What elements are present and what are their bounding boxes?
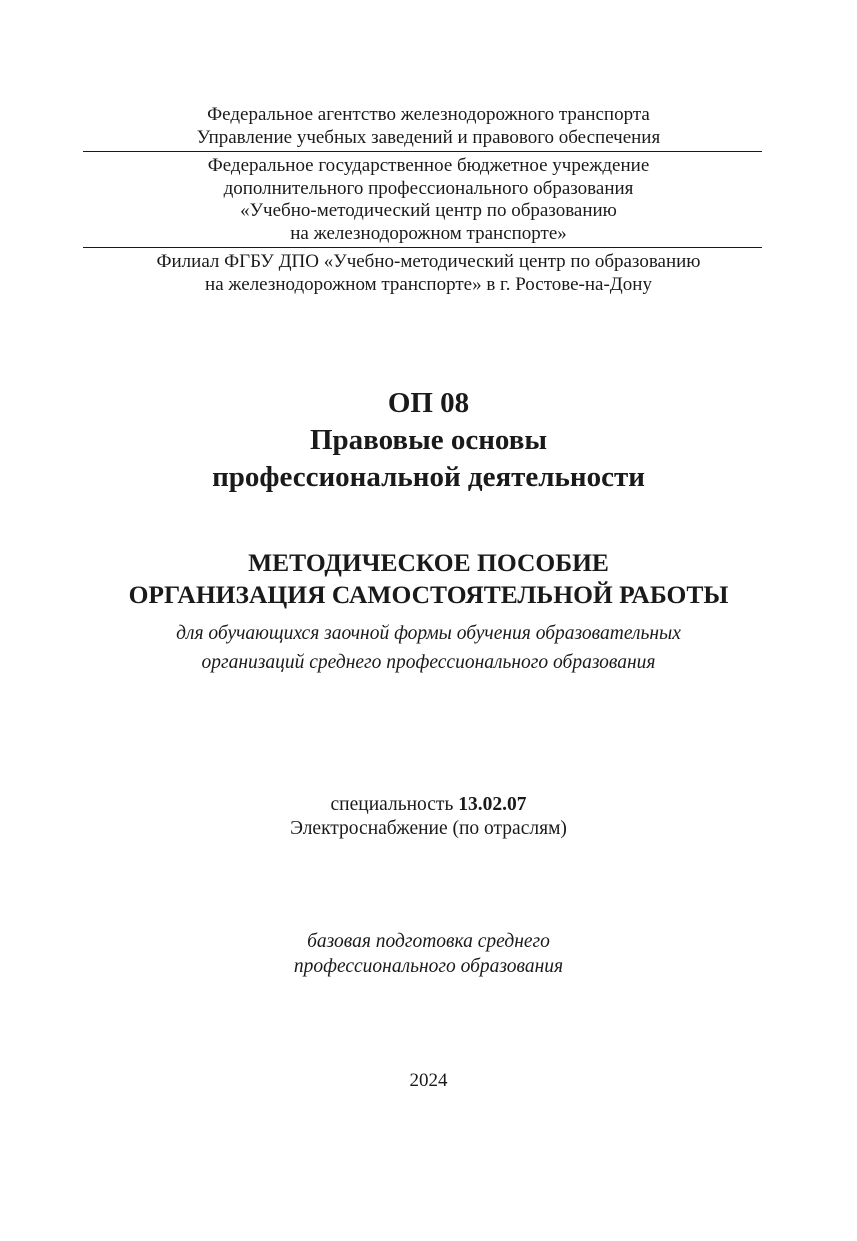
- document-type: [0, 547, 857, 611]
- audience-line: для обучающихся заочной формы обучения образовательных: [176, 623, 681, 644]
- institution-line: дополнительного профессионального образования: [223, 177, 634, 199]
- publication-year: 2024: [409, 1070, 448, 1091]
- discipline-title: [0, 385, 857, 496]
- branch-line: на железнодорожном транспорте» в г. Ростове-на-Дону: [205, 273, 652, 295]
- header-divider: [83, 247, 762, 248]
- audience-line: организаций среднего профессионального образования: [201, 652, 656, 673]
- institution-line: Федеральное государственное бюджетное учреждение: [207, 155, 650, 176]
- training-level-block: [0, 929, 857, 979]
- discipline-code: ОП 08: [387, 387, 470, 419]
- specialty-code: 13.02.07: [458, 794, 527, 815]
- agency-block: [0, 104, 857, 149]
- branch-block: [0, 251, 857, 296]
- header-divider: [83, 151, 762, 152]
- institution-line: «Учебно-методический центр по образованию: [240, 200, 617, 221]
- specialty-line: [0, 793, 857, 817]
- specialty-block: [0, 793, 857, 841]
- training-level-line: базовая подготовка среднего: [307, 931, 550, 952]
- discipline-name-line: профессиональной деятельности: [212, 461, 645, 493]
- document-type-line: МЕТОДИЧЕСКОЕ ПОСОБИЕ: [248, 548, 609, 577]
- audience-block: [0, 619, 857, 677]
- branch-line: Филиал ФГБУ ДПО «Учебно-методический центр по образованию: [156, 251, 701, 272]
- specialty-prefix: специальность: [330, 794, 454, 815]
- institution-line: на железнодорожном транспорте»: [290, 222, 567, 244]
- institution-block: [0, 155, 857, 245]
- agency-line: Управление учебных заведений и правового обеспечения: [196, 126, 661, 148]
- agency-line: Федеральное агентство железнодорожного транспорта: [207, 104, 650, 125]
- specialty-name: Электроснабжение (по отраслям): [290, 818, 567, 839]
- document-type-line: ОРГАНИЗАЦИЯ САМОСТОЯТЕЛЬНОЙ РАБОТЫ: [128, 580, 729, 609]
- training-level-line: профессионального образования: [293, 956, 564, 977]
- discipline-name-line: Правовые основы: [309, 424, 547, 456]
